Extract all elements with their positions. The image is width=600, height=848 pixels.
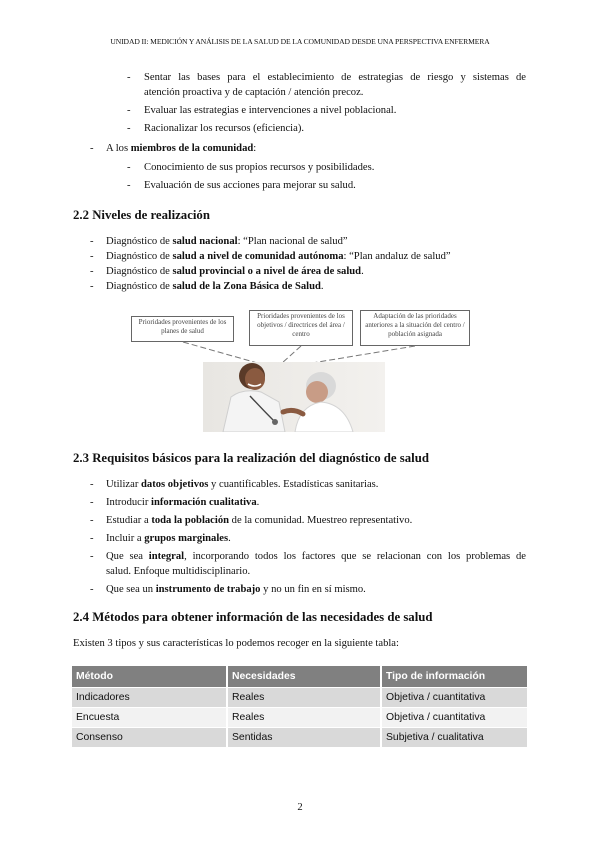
list-item: Utilizar datos objetivos y cuantificables. Estadísticas sanitarias. (106, 479, 379, 490)
dash: - (90, 584, 94, 595)
nurse-patient-photo (203, 362, 385, 432)
list-item: Diagnóstico de salud a nivel de comunidad autónoma: “Plan andaluz de salud” (106, 251, 451, 262)
table-cell: Reales (227, 708, 381, 728)
dash: - (90, 143, 94, 154)
list-item: Estudiar a toda la población de la comunidad. Muestreo representativo. (106, 515, 413, 526)
column-header: Tipo de información (381, 666, 527, 688)
table-cell: Consenso (72, 728, 227, 748)
list-item: Sentar las bases para el establecimiento de estrategias de riesgo y sistemas de (144, 72, 526, 83)
table-cell: Subjetiva / cualitativa (381, 728, 527, 748)
table-row (72, 728, 527, 748)
dash: - (127, 105, 131, 116)
list-item: Conocimiento de sus propios recursos y posibilidades. (144, 162, 375, 173)
column-header: Necesidades (227, 666, 381, 688)
dash: - (90, 533, 94, 544)
section-title-2-4: 2.4 Métodos para obtener información de las necesidades de salud (73, 610, 433, 624)
table-row (72, 688, 527, 708)
list-item: Diagnóstico de salud nacional: “Plan nacional de salud” (106, 236, 348, 247)
list-item: Que sea integral, incorporando todos los factores que se relacionan con los problemas de (106, 551, 526, 562)
dash: - (127, 72, 131, 83)
diagram-connectors (131, 310, 470, 365)
dash: - (90, 497, 94, 508)
table-cell: Encuesta (72, 708, 227, 728)
priority-diagram (131, 310, 470, 360)
priority-box-area: Prioridades provenientes de los objetivos / directrices del área / centro (249, 310, 353, 346)
list-item: Evaluar las estrategias e intervenciones a nivel poblacional. (144, 105, 397, 116)
table-cell: Objetiva / cuantitativa (381, 688, 527, 708)
table-cell: Indicadores (72, 688, 227, 708)
list-item: Diagnóstico de salud de la Zona Básica de Salud. (106, 281, 324, 292)
section-title-2-2: 2.2 Niveles de realización (73, 208, 210, 222)
list-item: Incluir a grupos marginales. (106, 533, 231, 544)
dash: - (90, 266, 94, 277)
priority-box-centre: Adaptación de las prioridades anteriores a la situación del centro / población asignada (360, 310, 470, 346)
list-item: Introducir información cualitativa. (106, 497, 260, 508)
dash: - (127, 180, 131, 191)
page-number: 2 (297, 802, 303, 813)
priority-box-plans: Prioridades provenientes de los planes de salud (131, 316, 234, 342)
methods-table (72, 666, 527, 747)
dash: - (127, 123, 131, 134)
dash: - (90, 479, 94, 490)
table-cell: Reales (227, 688, 381, 708)
list-item: A los miembros de la comunidad: (106, 143, 257, 154)
table-cell: Sentidas (227, 728, 381, 748)
dash: - (90, 251, 94, 262)
section-title-2-3: 2.3 Requisitos básicos para la realización del diagnóstico de salud (73, 451, 429, 465)
column-header: Método (72, 666, 227, 688)
dash: - (90, 551, 94, 562)
list-item: Evaluación de sus acciones para mejorar su salud. (144, 180, 356, 191)
list-item: Diagnóstico de salud provincial o a nivel de área de salud. (106, 266, 364, 277)
table-cell: Objetiva / cuantitativa (381, 708, 527, 728)
dash: - (90, 281, 94, 292)
page-header: UNIDAD II: MEDICIÓN Y ANÁLISIS DE LA SALUD DE LA COMUNIDAD DESDE UNA PERSPECTIVA ENFERMERA (110, 37, 490, 46)
table-intro: Existen 3 tipos y sus características lo podemos recoger en la siguiente tabla: (73, 638, 399, 649)
table-header-row (72, 666, 527, 688)
table-row (72, 708, 527, 728)
list-item: Racionalizar los recursos (eficiencia). (144, 123, 305, 134)
dash: - (90, 515, 94, 526)
list-item-cont: salud. Enfoque multidisciplinario. (106, 566, 251, 577)
dash: - (127, 162, 131, 173)
list-item: Que sea un instrumento de trabajo y no un fin en sí mismo. (106, 584, 366, 595)
list-item-cont: atención proactiva y de captación / atención precoz. (144, 87, 364, 98)
dash: - (90, 236, 94, 247)
